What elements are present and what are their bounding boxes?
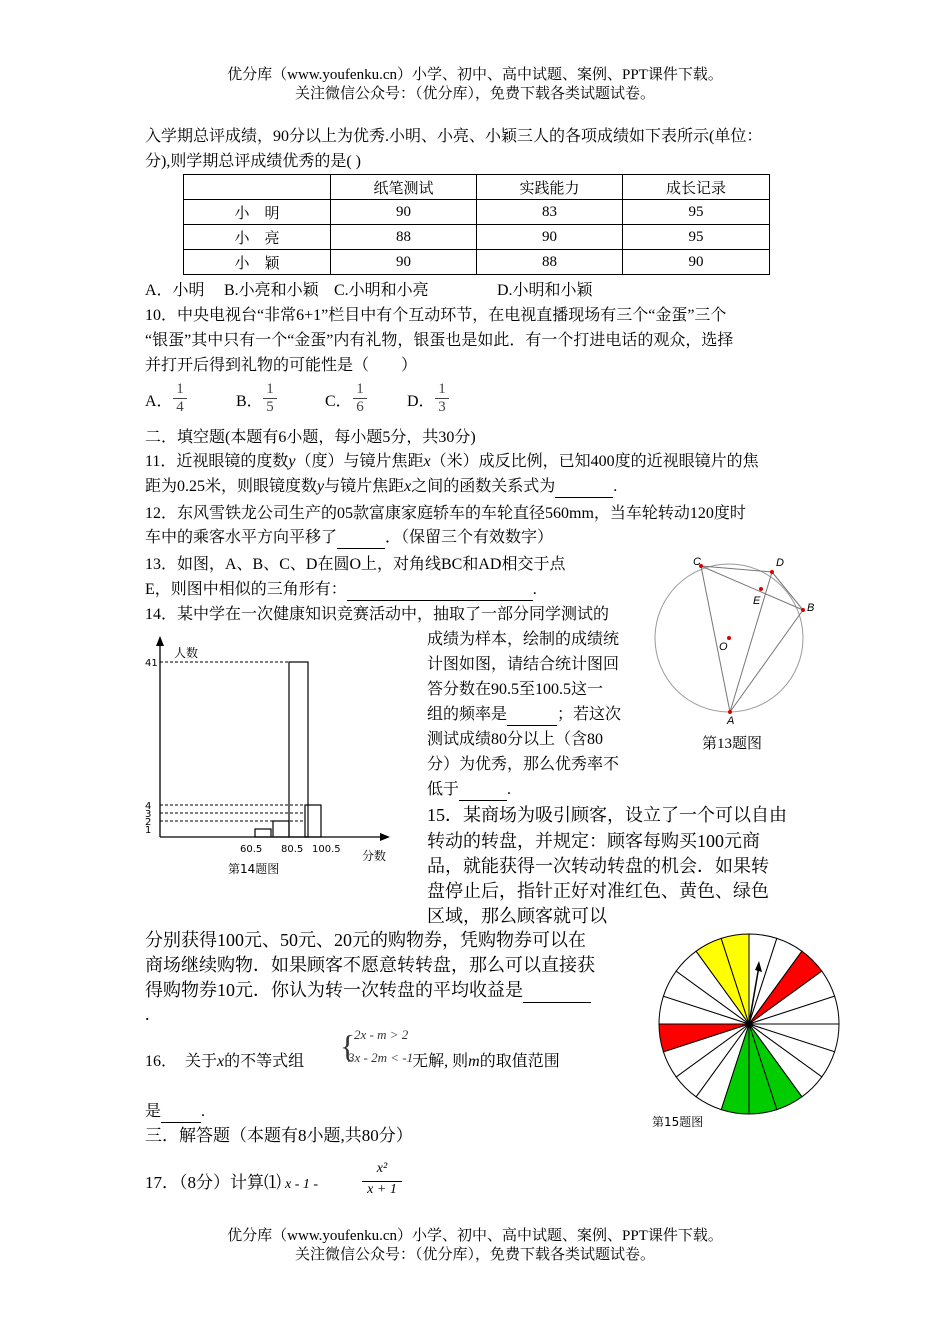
label-o: O <box>719 641 728 653</box>
answer-blank[interactable] <box>161 1102 201 1123</box>
q14-line-2: 成绩为样本，绘制的成绩统 <box>427 631 620 648</box>
section-2-title: 二．填空题(本题有6小题，每小题5分，共30分) <box>145 429 476 446</box>
q10-option-c-fraction <box>353 381 367 416</box>
fraction-denominator: 6 <box>353 398 367 416</box>
table-header-cell: 实践能力 <box>477 175 623 200</box>
q13-circle-figure <box>645 552 825 734</box>
q16-text: 无解, 则 <box>412 1053 469 1070</box>
q11-line-1 <box>145 452 759 472</box>
table-cell: 90 <box>331 250 477 275</box>
q16-text: 16． 关于 <box>145 1053 218 1070</box>
table-cell: 88 <box>331 225 477 250</box>
point-d <box>770 570 774 574</box>
q15-text: 得购物券10元．你认为转一次转盘的平均收益是 <box>145 980 523 1000</box>
answer-blank[interactable] <box>337 528 385 549</box>
header-line-2: 关注微信公众号：（优分库），免费下载各类试题试卷。 <box>294 86 655 102</box>
table-header-cell <box>184 175 331 200</box>
q15-line-8 <box>145 978 591 1003</box>
q11-text: 与镜片焦距 <box>324 478 405 495</box>
score-table <box>183 174 770 275</box>
q15-right-line-4: 盘停止后，指针正好对准红色、黄色、绿色 <box>427 881 769 901</box>
q14-text: 组的频率是 <box>427 706 508 723</box>
y-tick-label: 2 <box>145 817 152 828</box>
segment-cb <box>701 566 803 610</box>
fraction-numerator: 1 <box>176 381 184 397</box>
y-tick-label: 1 <box>145 825 152 836</box>
q10-line-1: 10．中央电视台“非常6+1”栏目中有个互动环节，在电视直播现场有三个“金蛋”三个 <box>145 307 727 324</box>
answer-blank[interactable] <box>347 580 533 601</box>
segment-ca <box>701 566 730 712</box>
q11-line-2 <box>145 477 617 498</box>
q14-text: ；若这次 <box>557 706 622 723</box>
q15-caption: 第15题图 <box>652 1115 704 1129</box>
label-d: D <box>776 557 784 569</box>
q17-expression: x - 1 - <box>285 1177 319 1192</box>
q16-text: 是 <box>145 1103 162 1120</box>
fraction-denominator: 5 <box>263 398 277 416</box>
q14-line-8 <box>427 780 511 801</box>
q10-line-3: 并打开后得到礼物的可能性是（ ） <box>145 357 418 374</box>
table-row <box>184 200 770 225</box>
q14-line-7: 分）为优秀，那么优秀率不 <box>427 756 620 773</box>
q11-text: （米）成反比例，已知400度的近视眼镜片的焦 <box>430 453 759 470</box>
y-axis-arrow <box>156 636 164 646</box>
table-cell: 90 <box>623 250 770 275</box>
table-header-row <box>184 175 770 200</box>
y-axis-label: 人数 <box>174 646 199 660</box>
segment-da <box>730 572 772 712</box>
table-header-cell: 成长记录 <box>623 175 770 200</box>
histogram-bar <box>255 829 271 837</box>
x-tick-label: 80.5 <box>281 844 304 855</box>
q14-histogram <box>140 632 400 880</box>
q13-caption: 第13题图 <box>702 736 763 752</box>
answer-blank[interactable] <box>523 978 591 1003</box>
table-row <box>184 250 770 275</box>
q16-text: . <box>201 1103 206 1120</box>
fraction-numerator: 1 <box>356 381 364 397</box>
q17-fraction <box>362 1161 402 1198</box>
answer-blank[interactable] <box>459 780 507 801</box>
var-m: m <box>468 1053 480 1070</box>
q9-line-1: 入学期总评成绩，90分以上为优秀.小明、小亮、小颖三人的各项成绩如下表所示(单位： <box>145 128 763 145</box>
table-cell: 90 <box>331 200 477 225</box>
inequality-2: 3x - 2m < -1 <box>348 1050 414 1065</box>
x-axis-arrow <box>380 833 390 841</box>
q14-line-5 <box>427 705 621 726</box>
q14-text: . <box>507 781 512 798</box>
q11-text: 距为0.25米，则眼镜度数 <box>145 478 318 495</box>
histogram-bar <box>305 805 321 837</box>
x-tick-label: 100.5 <box>312 844 341 855</box>
answer-blank[interactable] <box>555 477 613 498</box>
answer-blank[interactable] <box>507 705 557 726</box>
segment-ab <box>730 610 803 712</box>
q15-right-line-3: 品，就能获得一次转动转盘的机会．如果转 <box>427 856 769 876</box>
var-x: x <box>423 453 431 470</box>
q13-line-2 <box>145 580 537 601</box>
table-cell: 95 <box>623 200 770 225</box>
q11-text: . <box>613 478 618 495</box>
fraction-denominator: x + 1 <box>362 1181 402 1198</box>
q15-spinner-wheel <box>656 928 846 1128</box>
q11-text: （度）与镜片焦距 <box>295 453 424 470</box>
y-tick-label: 4 <box>145 801 152 812</box>
q14-line-6: 测试成绩80分以上（含80 <box>427 731 604 748</box>
q13-text: . <box>532 581 537 598</box>
q10-option-a-fraction <box>173 381 187 416</box>
footer-line-2: 关注微信公众号：（优分库），免费下载各类试题试卷。 <box>294 1247 655 1263</box>
q13-line-1: 13．如图，A、B、C、D在圆O上，对角线BC和AD相交于点 <box>145 556 566 573</box>
x-tick-label: 60.5 <box>240 844 263 855</box>
q16-text: 的不等式组 <box>224 1053 305 1070</box>
q14-text: 低于 <box>427 781 460 798</box>
q10-option-d-label: D． <box>407 393 435 410</box>
table-cell: 小 明 <box>184 200 331 225</box>
var-x: x <box>404 478 412 495</box>
chart-caption: 第14题图 <box>228 862 280 876</box>
table-cell: 88 <box>477 250 623 275</box>
y-tick-label: 41 <box>145 658 158 669</box>
inequality-1: 2x - m > 2 <box>354 1027 409 1042</box>
table-cell: 90 <box>477 225 623 250</box>
q14-line-1: 14．某中学在一次健康知识竞赛活动中，抽取了一部分同学测试的 <box>145 606 610 623</box>
fraction-denominator: 3 <box>435 398 449 416</box>
q15-line-9: . <box>145 1004 150 1024</box>
q13-text: E，则图中相似的三角形有： <box>145 581 347 598</box>
point-a <box>728 710 732 714</box>
q15-right-line-2: 转动的转盘，并规定：顾客每购买100元商 <box>427 831 760 851</box>
q14-line-3: 计图如图，请结合统计图回 <box>427 656 620 673</box>
label-e: E <box>753 595 761 607</box>
x-axis-label: 分数 <box>362 849 387 863</box>
fraction-numerator: 1 <box>266 381 274 397</box>
table-cell: 小 颖 <box>184 250 331 275</box>
point-b <box>801 608 805 612</box>
q12-text: ．（保留三个有效数字） <box>385 529 554 546</box>
label-b: B <box>807 602 815 614</box>
histogram-bar <box>273 821 289 837</box>
q10-option-b-label: B． <box>236 393 263 410</box>
fraction-numerator: 1 <box>438 381 446 397</box>
q12-text: 车中的乘客水平方向平移了 <box>145 529 338 546</box>
q10-option-d-fraction <box>435 381 449 416</box>
table-header-cell: 纸笔测试 <box>331 175 477 200</box>
q15-line-7: 商场继续购物．如果顾客不愿意转转盘，那么可以直接获 <box>145 955 595 975</box>
q11-text: 之间的函数关系式为 <box>411 478 556 495</box>
brace-icon: { <box>340 1028 356 1064</box>
q17-part: ⑴ <box>264 1173 281 1192</box>
q10-line-2: “银蛋”其中只有一个“金蛋”内有礼物，银蛋也是如此．有一个打进电话的观众，选择 <box>145 332 734 349</box>
table-cell: 小 亮 <box>184 225 331 250</box>
point-o <box>727 636 731 640</box>
q9-option-d: D.小明和小颖 <box>497 282 593 299</box>
q12-line-1: 12．东风雪铁龙公司生产的05款富康家庭轿车的车轮直径560mm，当车轮转动120度时 <box>145 505 746 522</box>
q15-line-6: 分别获得100元、50元、20元的购物券，凭购物券可以在 <box>145 930 586 950</box>
q9-option-a: A．小明 <box>145 282 205 299</box>
q9-option-c: C.小明和小亮 <box>334 282 429 299</box>
fraction-denominator: 4 <box>173 398 187 416</box>
section-3-title: 三．解答题（本题有8小题,共80分） <box>145 1126 413 1145</box>
fraction-numerator: x² <box>376 1161 388 1176</box>
q10-option-a-label: A． <box>145 393 173 410</box>
q17-line <box>145 1173 318 1195</box>
label-c: C <box>693 556 701 568</box>
label-a: A <box>727 715 735 727</box>
table-cell: 95 <box>623 225 770 250</box>
var-x: x <box>217 1053 225 1070</box>
header-line-1: 优分库（www.youfenku.cn）小学、初中、高中试题、案例、PPT课件下载。 <box>227 67 723 83</box>
q16-line-2 <box>145 1102 205 1123</box>
footer-line-1: 优分库（www.youfenku.cn）小学、初中、高中试题、案例、PPT课件下载。 <box>227 1228 723 1244</box>
q9-option-b: B.小亮和小颖 <box>224 282 319 299</box>
q14-line-4: 答分数在90.5至100.5这一 <box>427 681 604 698</box>
var-y: y <box>288 453 296 470</box>
q11-text: 11．近视眼镜的度数 <box>145 453 289 470</box>
q12-line-2 <box>145 528 553 549</box>
var-y: y <box>317 478 325 495</box>
q15-right-line-5: 区域，那么顾客就可以 <box>427 906 607 926</box>
y-tick-label: 3 <box>145 809 152 820</box>
table-cell: 83 <box>477 200 623 225</box>
spinner-hub <box>746 1021 752 1027</box>
q9-line-2: 分),则学期总评成绩优秀的是( ) <box>145 153 361 170</box>
q10-option-c-label: C． <box>325 393 352 410</box>
q15-right-line-1: 15．某商场为吸引顾客，设立了一个可以自由 <box>427 805 787 825</box>
q10-option-b-fraction <box>263 381 277 416</box>
table-row <box>184 225 770 250</box>
point-e <box>759 587 763 591</box>
segment-db <box>772 572 803 610</box>
q17-text: 17．（8分）计算 <box>145 1173 264 1192</box>
q16-text: 的取值范围 <box>479 1053 560 1070</box>
